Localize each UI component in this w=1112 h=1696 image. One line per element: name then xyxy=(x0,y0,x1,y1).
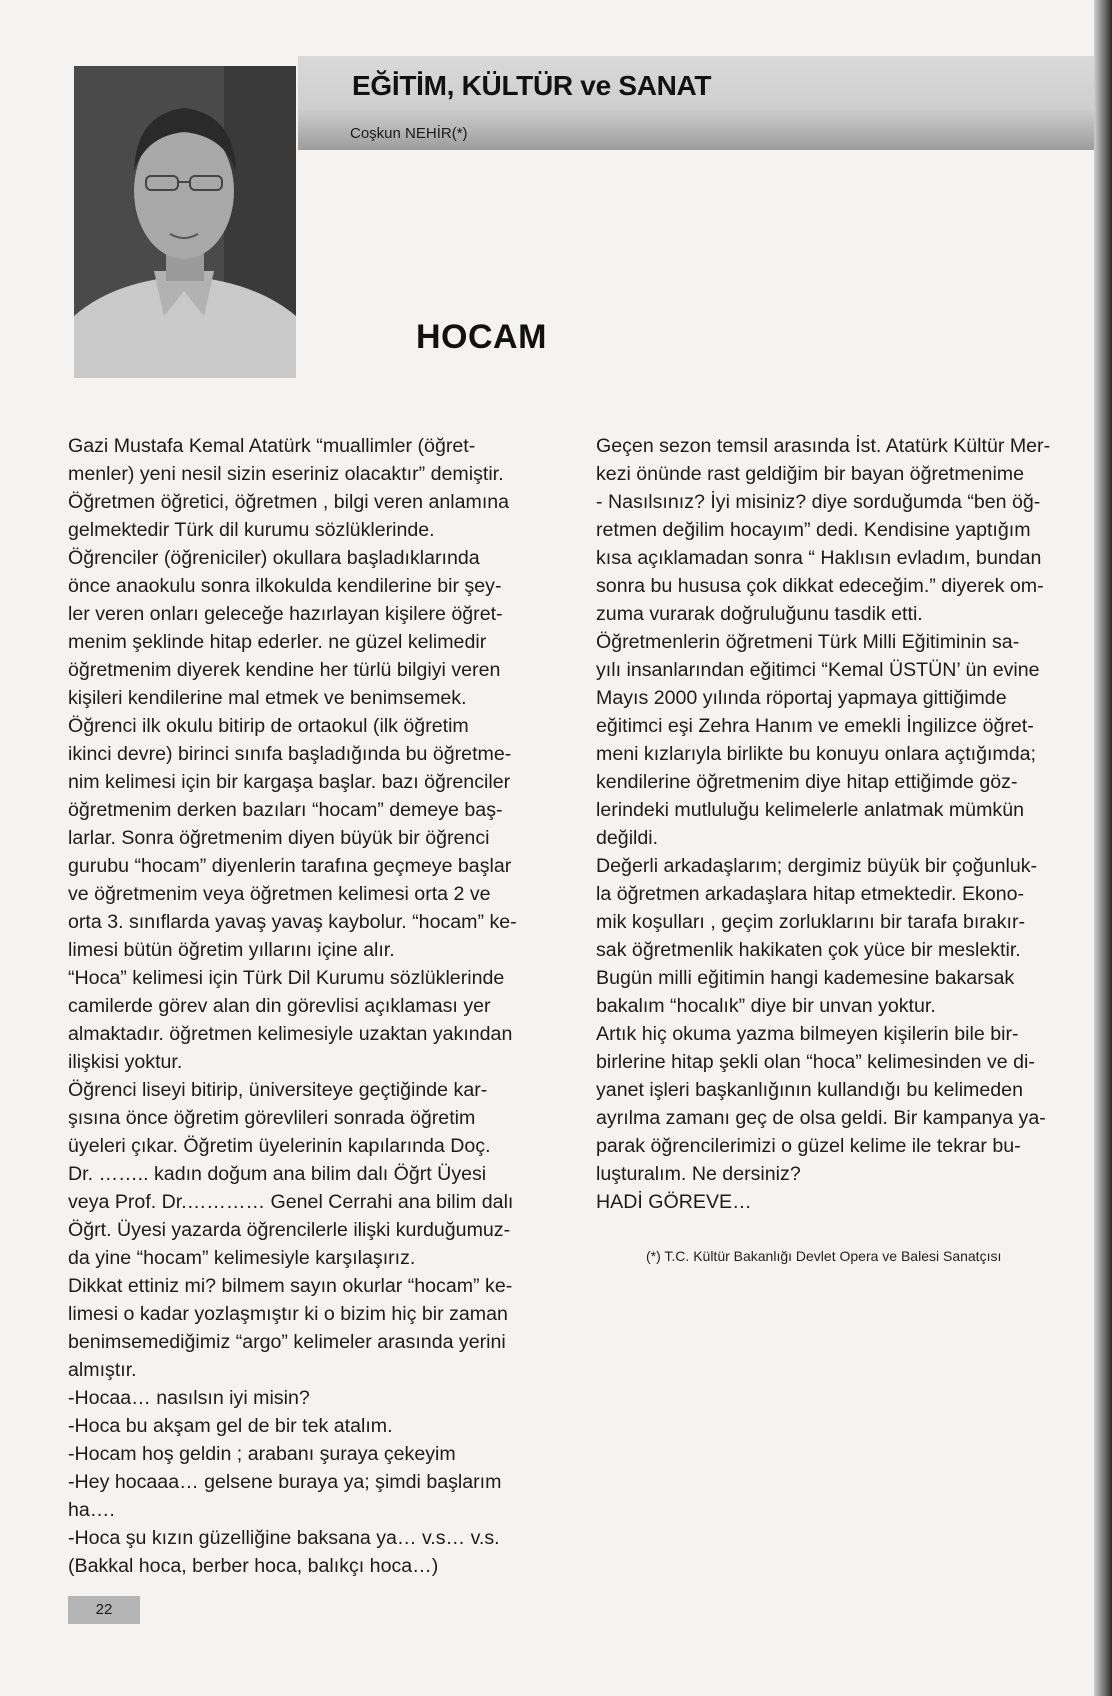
text-line: Öğrenci liseyi bitirip, üniversiteye geçtiğinde kar- xyxy=(68,1079,488,1101)
text-line: la öğretmen arkadaşlara hitap etmektedir. Ekono- xyxy=(596,883,1025,905)
text-line: Artık hiç okuma yazma bilmeyen kişilerin bile bir- xyxy=(596,1023,1019,1045)
text-line: ayrılma zamanı geç de olsa geldi. Bir kampanya ya- xyxy=(596,1107,1046,1129)
text-line: kezi önünde rast geldiğim bir bayan öğretmenime xyxy=(596,463,1025,485)
article-body-left-column xyxy=(68,432,568,1580)
text-line: limesi o kadar yozlaşmıştır ki o bizim hiç bir zaman xyxy=(68,1303,508,1325)
text-line: ha…. xyxy=(68,1499,115,1521)
text-line: meni kızlarıyla birlikte bu konuyu onlara açtığımda; xyxy=(596,743,1036,765)
text-line: ler veren onları geleceğe hazırlayan kişilere öğret- xyxy=(68,603,503,625)
text-line: limesi bütün öğretim yıllarını içine alır. xyxy=(68,939,395,961)
text-line: HADİ GÖREVE… xyxy=(596,1191,752,1213)
text-line: lerindeki mutluluğu kelimelerle anlatmak mümkün xyxy=(596,799,1024,821)
text-line: öğretmenim derken bazıları “hocam” demeye baş- xyxy=(68,799,503,821)
text-line: üyeleri çıkar. Öğretim üyelerinin kapılarında Doç. xyxy=(68,1135,491,1157)
text-line: sonra bu hususa çok dikkat edeceğim.” diyerek om- xyxy=(596,575,1044,597)
text-line: nim kelimesi için bir kargaşa başlar. bazı öğrenciler xyxy=(68,771,511,793)
text-line: Mayıs 2000 yılında röportaj yapmaya gittiğimde xyxy=(596,687,1007,709)
text-line: -Hoca bu akşam gel de bir tek atalım. xyxy=(68,1415,393,1437)
text-line: bakalım “hocalık” diye bir unvan yoktur. xyxy=(596,995,936,1017)
text-line: orta 3. sınıflarda yavaş yavaş kaybolur. “hocam” ke- xyxy=(68,911,517,933)
text-line: -Hocaa… nasılsın iyi misin? xyxy=(68,1387,310,1409)
text-line: değildi. xyxy=(596,827,659,849)
text-line: Öğretmenlerin öğretmeni Türk Milli Eğitiminin sa- xyxy=(596,631,1020,653)
text-line: Değerli arkadaşlarım; dergimiz büyük bir çoğunluk- xyxy=(596,855,1038,877)
text-line: Öğrenciler (öğreniciler) okullara başladıklarında xyxy=(68,547,480,569)
text-line: almıştır. xyxy=(68,1359,137,1381)
text-line: sak öğretmenlik hakikaten çok yüce bir meslektir. xyxy=(596,939,1021,961)
author-photo xyxy=(74,66,296,378)
text-line: önce anaokulu sonra ilkokulda kendilerine bir şey- xyxy=(68,575,502,597)
text-line: gurubu “hocam” diyenlerin tarafına geçmeye başlar xyxy=(68,855,512,877)
text-line: camilerde görev alan din görevlisi açıklaması yer xyxy=(68,995,491,1017)
author-name: Coşkun NEHİR(*) xyxy=(350,125,468,142)
text-line: Dikkat ettiniz mi? bilmem sayın okurlar “hocam” ke- xyxy=(68,1275,513,1297)
text-line: kişileri kendilerine mal etmek ve benimsemek. xyxy=(68,687,467,709)
text-line: veya Prof. Dr.………… Genel Cerrahi ana bilim dalı xyxy=(68,1191,514,1213)
text-line: Gazi Mustafa Kemal Atatürk “muallimler (öğret- xyxy=(68,435,476,457)
text-line: “Hoca” kelimesi için Türk Dil Kurumu sözlüklerinde xyxy=(68,967,505,989)
text-line: larlar. Sonra öğretmenim diyen büyük bir öğrenci xyxy=(68,827,490,849)
text-line: şısına önce öğretim görevlileri sonrada öğretim xyxy=(68,1107,476,1129)
text-line: benimsemediğimiz “argo” kelimeler arasında yerini xyxy=(68,1331,506,1353)
author-footnote: (*) T.C. Kültür Bakanlığı Devlet Opera ve Balesi Sanatçısı xyxy=(646,1248,1002,1264)
text-line: birlerine hitap şekli olan “hoca” kelimesinden ve di- xyxy=(596,1051,1035,1073)
article-body-right-column xyxy=(596,432,1096,1216)
text-line: -Hocam hoş geldin ; arabanı şuraya çekeyim xyxy=(68,1443,456,1465)
text-line: kısa açıklamadan sonra “ Haklısın evladım, bundan xyxy=(596,547,1042,569)
text-line: Öğretmen öğretici, öğretmen , bilgi veren anlamına xyxy=(68,491,510,513)
text-line: Öğrenci ilk okulu bitirip de ortaokul (ilk öğretim xyxy=(68,715,469,737)
text-line: -Hoca şu kızın güzelliğine baksana ya… v.s… v.s. xyxy=(68,1527,500,1549)
text-line: Dr. …….. kadın doğum ana bilim dalı Öğrt Üyesi xyxy=(68,1163,487,1185)
text-line: - Nasılsınız? İyi misiniz? diye sorduğumda “ben öğ- xyxy=(596,491,1041,513)
text-line: kendilerine öğretmenim diye hitap ettiğimde göz- xyxy=(596,771,1018,793)
text-line: retmen değilim hocayım” dedi. Kendisine yaptığım xyxy=(596,519,1031,541)
text-line: Bugün milli eğitimin hangi kademesine bakarsak xyxy=(596,967,1015,989)
article-title: HOCAM xyxy=(416,318,547,356)
text-line: eğitimci eşi Zehra Hanım ve emekli İngilizce öğret- xyxy=(596,715,1034,737)
text-line: öğretmenim diyerek kendine her türlü bilgiyi veren xyxy=(68,659,501,681)
text-line: ikinci devre) birinci sınıfa başladığında bu öğretme- xyxy=(68,743,512,765)
section-title: EĞİTİM, KÜLTÜR ve SANAT xyxy=(352,70,712,101)
text-line: -Hey hocaaa… gelsene buraya ya; şimdi başlarım xyxy=(68,1471,502,1493)
text-line: menim şeklinde hitap ederler. ne güzel kelimedir xyxy=(68,631,487,653)
text-line: Öğrt. Üyesi yazarda öğrencilerle ilişki kurduğumuz- xyxy=(68,1219,511,1241)
text-line: luşturalım. Ne dersiniz? xyxy=(596,1163,801,1185)
text-line: da yine “hocam” kelimesiyle karşılaşırız. xyxy=(68,1247,416,1269)
text-line: almaktadır. öğretmen kelimesiyle uzaktan yakından xyxy=(68,1023,513,1045)
text-line: parak öğrencilerimizi o güzel kelime ile tekrar bu- xyxy=(596,1135,1021,1157)
text-line: Geçen sezon temsil arasında İst. Atatürk Kültür Mer- xyxy=(596,435,1051,457)
text-line: gelmektedir Türk dil kurumu sözlüklerinde. xyxy=(68,519,435,541)
text-line: mik koşulları , geçim zorluklarını bir tarafa bırakır- xyxy=(596,911,1026,933)
text-line: (Bakkal hoca, berber hoca, balıkçı hoca…) xyxy=(68,1555,439,1577)
page-number: 22 xyxy=(68,1596,140,1624)
text-line: yılı insanlarından eğitimci “Kemal ÜSTÜN’ ün evine xyxy=(596,659,1040,681)
text-line: menler) yeni nesil sizin eseriniz olacaktır” demiştir. xyxy=(68,463,504,485)
text-line: ilişkisi yoktur. xyxy=(68,1051,183,1073)
text-line: ve öğretmenim veya öğretmen kelimesi orta 2 ve xyxy=(68,883,491,905)
text-line: yanet işleri başkanlığının kullandığı bu kelimeden xyxy=(596,1079,1023,1101)
text-line: zuma vurarak doğruluğunu tasdik etti. xyxy=(596,603,923,625)
page-edge-shadow xyxy=(1094,0,1112,1696)
